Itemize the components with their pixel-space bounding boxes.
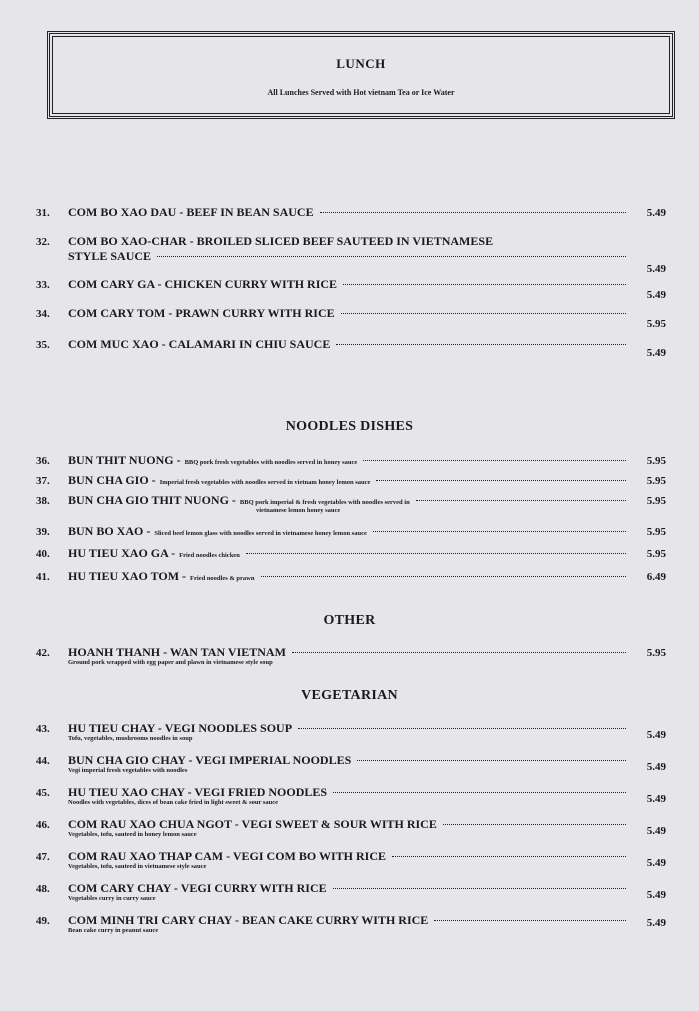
item-name: HU TIEU XAO GA - bbox=[68, 546, 176, 560]
item-number: 49. bbox=[36, 915, 50, 927]
item-description: Sliced beef lemon glass with noodles served in vietnamese honey lemon sauce bbox=[154, 530, 367, 537]
item-description: Ground pork wrapped with egg paper and plawn in vietnamese style soup bbox=[68, 659, 273, 666]
item-number: 44. bbox=[36, 755, 50, 767]
menu-item bbox=[36, 234, 666, 275]
item-description: Vegetables curry in curry sauce bbox=[68, 895, 156, 902]
lunch-subtitle: All Lunches Served with Hot vietnam Tea or Ice Water bbox=[267, 88, 455, 97]
menu-item bbox=[36, 645, 666, 666]
item-name: HOANH THANH - WAN TAN VIETNAM bbox=[68, 645, 286, 659]
item-description: Vegetables, tofu, sauteed in vietnamese style sauce bbox=[68, 863, 207, 870]
dot-leader bbox=[363, 460, 626, 461]
item-name: BUN THIT NUONG - bbox=[68, 453, 181, 467]
menu-item bbox=[36, 785, 666, 806]
item-name: BUN BO XAO - bbox=[68, 524, 151, 538]
item-description: Bean cake curry in peanut sauce bbox=[68, 927, 159, 934]
section-title-noodles: NOODLES DISHES bbox=[285, 419, 414, 434]
item-number: 45. bbox=[36, 787, 50, 799]
item-number: 48. bbox=[36, 883, 50, 895]
item-description: Noodles with vegetables, dices of bean cake fried in light sweet & sour sauce bbox=[68, 799, 279, 806]
menu-item bbox=[36, 913, 666, 934]
menu-item bbox=[36, 524, 666, 539]
dot-leader bbox=[434, 920, 626, 921]
item-number: 47. bbox=[36, 851, 50, 863]
item-number: 38. bbox=[36, 495, 50, 507]
item-price: 5.95 bbox=[646, 455, 666, 467]
item-name: COM RAU XAO THAP CAM - VEGI COM BO WITH RICE bbox=[68, 849, 387, 863]
item-number: 36. bbox=[36, 455, 50, 467]
item-price: 5.95 bbox=[646, 318, 666, 330]
item-number: 31. bbox=[36, 207, 50, 219]
menu-item bbox=[36, 753, 666, 774]
item-price: 5.49 bbox=[646, 857, 666, 869]
item-name: COM RAU XAO CHUA NGOT - VEGI SWEET & SOUR WITH RICE bbox=[68, 817, 437, 831]
lunch-header-box bbox=[47, 31, 675, 119]
item-number: 41. bbox=[36, 571, 50, 583]
dot-leader bbox=[343, 284, 626, 285]
dot-leader bbox=[357, 760, 626, 761]
item-number: 35. bbox=[36, 339, 50, 351]
item-price: 5.95 bbox=[646, 475, 666, 487]
item-price: 5.49 bbox=[646, 347, 666, 359]
item-price: 5.49 bbox=[646, 729, 666, 741]
item-name: HU TIEU XAO TOM - bbox=[68, 569, 187, 583]
item-price: 5.95 bbox=[646, 526, 666, 538]
menu-item bbox=[36, 849, 666, 870]
dot-leader bbox=[157, 256, 626, 257]
dot-leader bbox=[333, 888, 626, 889]
item-price: 5.95 bbox=[646, 647, 666, 659]
item-price: 5.95 bbox=[646, 495, 666, 507]
menu-item bbox=[36, 721, 666, 742]
item-name-continued: STYLE SAUCE bbox=[68, 249, 152, 263]
dot-leader bbox=[443, 824, 626, 825]
item-name: COM CARY TOM - PRAWN CURRY WITH RICE bbox=[68, 306, 335, 320]
dot-leader bbox=[341, 313, 626, 314]
item-number: 42. bbox=[36, 647, 50, 659]
dot-leader bbox=[373, 531, 626, 532]
dot-leader bbox=[392, 856, 626, 857]
item-price: 5.95 bbox=[646, 548, 666, 560]
item-number: 34. bbox=[36, 308, 50, 320]
dot-leader bbox=[292, 652, 626, 653]
item-price: 5.49 bbox=[646, 289, 666, 301]
item-number: 46. bbox=[36, 819, 50, 831]
item-description: Tofu, vegetables, mushrooms noodles in soup bbox=[68, 735, 193, 742]
item-description: Vegetables, tofu, sauteed in honey lemon sauce bbox=[68, 831, 197, 838]
dot-leader bbox=[376, 480, 626, 481]
menu-item bbox=[36, 337, 666, 359]
item-number: 32. bbox=[36, 236, 50, 248]
item-name: BUN CHA GIO THIT NUONG - bbox=[68, 493, 236, 507]
item-price: 5.49 bbox=[646, 761, 666, 773]
section-title-other: OTHER bbox=[323, 613, 376, 628]
item-name: BUN CHA GIO CHAY - VEGI IMPERIAL NOODLES bbox=[68, 753, 352, 767]
item-name: COM BO XAO DAU - BEEF IN BEAN SAUCE bbox=[68, 205, 314, 219]
dot-leader bbox=[246, 553, 626, 554]
dot-leader bbox=[336, 344, 626, 345]
item-name: HU TIEU CHAY - VEGI NOODLES SOUP bbox=[68, 721, 293, 735]
menu-item bbox=[36, 205, 666, 220]
item-name: COM BO XAO-CHAR - BROILED SLICED BEEF SAUTEED IN VIETNAMESE bbox=[68, 234, 494, 248]
dot-leader bbox=[416, 500, 626, 501]
item-description: BBQ pork fresh vegetables with noodles served in honey sauce bbox=[184, 459, 358, 466]
item-description-continued: vietnamese lemon honey sauce bbox=[256, 507, 341, 514]
item-description: Vegi imperial fresh vegetables with noodles bbox=[68, 767, 188, 774]
item-name: COM CARY CHAY - VEGI CURRY WITH RICE bbox=[68, 881, 327, 895]
item-price: 6.49 bbox=[646, 571, 666, 583]
menu-item bbox=[36, 277, 666, 301]
item-description: Imperial fresh vegetables with noodles served in vietnam honey lemon sauce bbox=[159, 479, 371, 486]
item-name: COM MUC XAO - CALAMARI IN CHIU SAUCE bbox=[68, 337, 331, 351]
item-number: 43. bbox=[36, 723, 50, 735]
dot-leader bbox=[320, 212, 626, 213]
item-description: Fried noodles & prawn bbox=[190, 575, 255, 582]
menu-item bbox=[36, 453, 666, 468]
item-description: BBQ pork imperial & fresh vegetables with noodles served in bbox=[239, 499, 410, 506]
dot-leader bbox=[261, 576, 627, 577]
item-name: HU TIEU XAO CHAY - VEGI FRIED NOODLES bbox=[68, 785, 328, 799]
item-number: 37. bbox=[36, 475, 50, 487]
menu-item bbox=[36, 881, 666, 902]
item-price: 5.49 bbox=[646, 917, 666, 929]
item-price: 5.49 bbox=[646, 825, 666, 837]
dot-leader bbox=[333, 792, 626, 793]
item-description: Fried noodles chicken bbox=[179, 552, 240, 559]
item-price: 5.49 bbox=[646, 889, 666, 901]
item-number: 33. bbox=[36, 279, 50, 291]
item-price: 5.49 bbox=[646, 263, 666, 275]
item-number: 39. bbox=[36, 526, 50, 538]
section-title-vegetarian: VEGETARIAN bbox=[301, 688, 398, 703]
lunch-title: LUNCH bbox=[336, 56, 386, 71]
item-number: 40. bbox=[36, 548, 50, 560]
item-price: 5.49 bbox=[646, 793, 666, 805]
menu-item bbox=[36, 817, 666, 838]
item-name: COM MINH TRI CARY CHAY - BEAN CAKE CURRY WITH RICE bbox=[68, 913, 429, 927]
item-name: COM CARY GA - CHICKEN CURRY WITH RICE bbox=[68, 277, 338, 291]
item-name: BUN CHA GIO - bbox=[68, 473, 156, 487]
item-price: 5.49 bbox=[646, 207, 666, 219]
dot-leader bbox=[298, 728, 626, 729]
menu-item bbox=[36, 569, 666, 584]
menu-item bbox=[36, 473, 666, 488]
menu-item bbox=[36, 546, 666, 561]
menu-item bbox=[36, 493, 666, 514]
menu-item bbox=[36, 306, 666, 330]
